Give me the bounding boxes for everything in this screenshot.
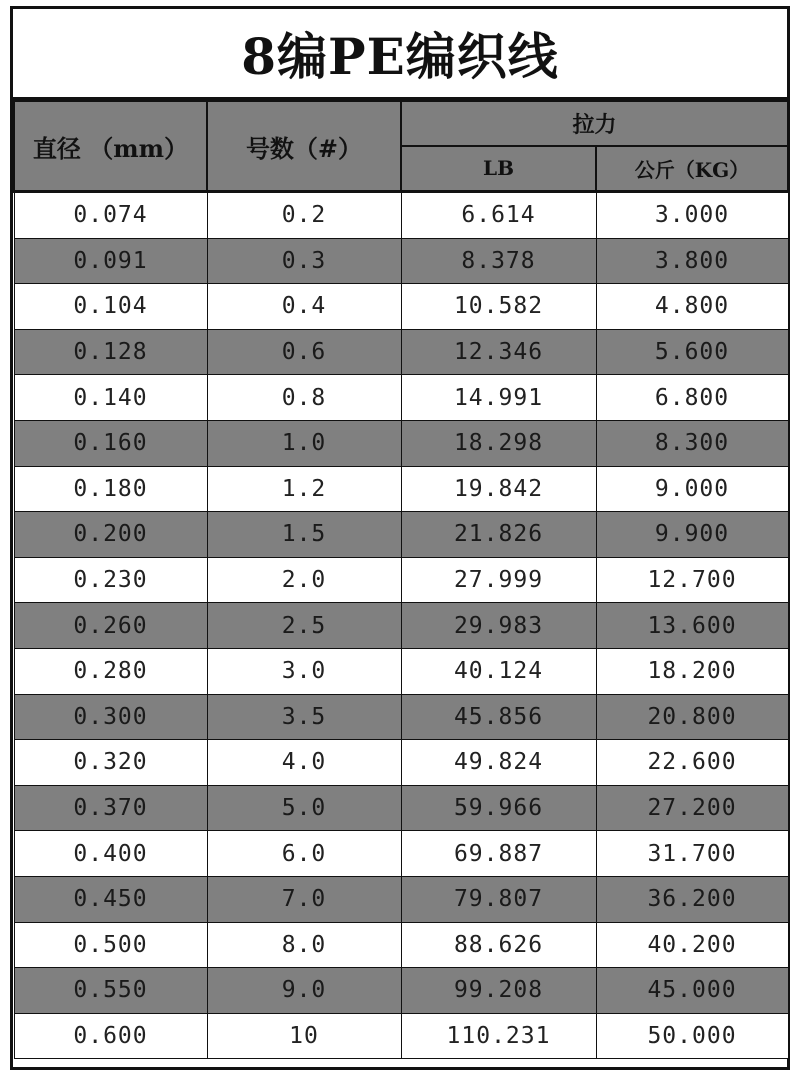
kg-cell: 31.700: [596, 831, 788, 877]
header-gauge: 号数（#）: [207, 101, 401, 192]
gauge-cell: 7.0: [207, 876, 401, 922]
kg-cell: 27.200: [596, 785, 788, 831]
table-row: [14, 831, 788, 877]
kg-cell: 8.300: [596, 420, 788, 466]
kg-cell: 4.800: [596, 284, 788, 330]
table-row: [14, 740, 788, 786]
kg-cell: 22.600: [596, 740, 788, 786]
lb-cell: 45.856: [401, 694, 596, 740]
diameter-cell: 0.550: [14, 968, 207, 1014]
table-row: [14, 922, 788, 968]
diameter-cell: 0.370: [14, 785, 207, 831]
lb-cell: 18.298: [401, 420, 596, 466]
kg-cell: 13.600: [596, 603, 788, 649]
spec-table-sheet: [10, 6, 790, 1070]
gauge-cell: 3.5: [207, 694, 401, 740]
diameter-cell: 0.280: [14, 648, 207, 694]
kg-cell: 40.200: [596, 922, 788, 968]
header-diameter: 直径 （mm）: [14, 101, 207, 192]
table-title: 8编PE编织线: [13, 9, 787, 100]
kg-cell: 50.000: [596, 1013, 788, 1059]
lb-cell: 29.983: [401, 603, 596, 649]
gauge-cell: 0.2: [207, 192, 401, 239]
lb-cell: 10.582: [401, 284, 596, 330]
table-row: [14, 785, 788, 831]
lb-cell: 19.842: [401, 466, 596, 512]
kg-cell: 3.800: [596, 238, 788, 284]
table-row: [14, 420, 788, 466]
table-row: [14, 329, 788, 375]
gauge-cell: 0.6: [207, 329, 401, 375]
table-row: [14, 1013, 788, 1059]
lb-cell: 27.999: [401, 557, 596, 603]
lb-cell: 49.824: [401, 740, 596, 786]
lb-cell: 88.626: [401, 922, 596, 968]
kg-cell: 3.000: [596, 192, 788, 239]
lb-cell: 99.208: [401, 968, 596, 1014]
diameter-cell: 0.160: [14, 420, 207, 466]
diameter-cell: 0.104: [14, 284, 207, 330]
lb-cell: 12.346: [401, 329, 596, 375]
gauge-cell: 1.0: [207, 420, 401, 466]
lb-cell: 79.807: [401, 876, 596, 922]
diameter-cell: 0.600: [14, 1013, 207, 1059]
gauge-cell: 2.0: [207, 557, 401, 603]
table-row: [14, 694, 788, 740]
table-row: [14, 648, 788, 694]
gauge-cell: 4.0: [207, 740, 401, 786]
kg-cell: 9.900: [596, 512, 788, 558]
gauge-cell: 2.5: [207, 603, 401, 649]
table-header: [14, 101, 788, 192]
header-kg: 公斤（KG）: [596, 146, 788, 192]
diameter-cell: 0.230: [14, 557, 207, 603]
lb-cell: 110.231: [401, 1013, 596, 1059]
kg-cell: 12.700: [596, 557, 788, 603]
table-row: [14, 603, 788, 649]
spec-table: [13, 100, 789, 1059]
lb-cell: 6.614: [401, 192, 596, 239]
gauge-cell: 0.8: [207, 375, 401, 421]
gauge-cell: 1.5: [207, 512, 401, 558]
lb-cell: 8.378: [401, 238, 596, 284]
gauge-cell: 0.3: [207, 238, 401, 284]
table-row: [14, 284, 788, 330]
table-row: [14, 968, 788, 1014]
gauge-cell: 10: [207, 1013, 401, 1059]
table-row: [14, 557, 788, 603]
diameter-cell: 0.091: [14, 238, 207, 284]
header-tension: 拉力: [401, 101, 788, 146]
kg-cell: 18.200: [596, 648, 788, 694]
lb-cell: 40.124: [401, 648, 596, 694]
kg-cell: 5.600: [596, 329, 788, 375]
diameter-cell: 0.180: [14, 466, 207, 512]
gauge-cell: 3.0: [207, 648, 401, 694]
header-lb: LB: [401, 146, 596, 192]
kg-cell: 20.800: [596, 694, 788, 740]
diameter-cell: 0.128: [14, 329, 207, 375]
table-row: [14, 192, 788, 239]
diameter-cell: 0.300: [14, 694, 207, 740]
gauge-cell: 9.0: [207, 968, 401, 1014]
table-row: [14, 876, 788, 922]
table-row: [14, 512, 788, 558]
table-row: [14, 375, 788, 421]
kg-cell: 6.800: [596, 375, 788, 421]
diameter-cell: 0.200: [14, 512, 207, 558]
diameter-cell: 0.260: [14, 603, 207, 649]
lb-cell: 14.991: [401, 375, 596, 421]
gauge-cell: 8.0: [207, 922, 401, 968]
lb-cell: 69.887: [401, 831, 596, 877]
gauge-cell: 5.0: [207, 785, 401, 831]
diameter-cell: 0.500: [14, 922, 207, 968]
diameter-cell: 0.450: [14, 876, 207, 922]
diameter-cell: 0.320: [14, 740, 207, 786]
diameter-cell: 0.074: [14, 192, 207, 239]
diameter-cell: 0.140: [14, 375, 207, 421]
table-row: [14, 466, 788, 512]
gauge-cell: 1.2: [207, 466, 401, 512]
kg-cell: 45.000: [596, 968, 788, 1014]
table-body: [14, 192, 788, 1059]
kg-cell: 9.000: [596, 466, 788, 512]
lb-cell: 21.826: [401, 512, 596, 558]
table-row: [14, 238, 788, 284]
lb-cell: 59.966: [401, 785, 596, 831]
kg-cell: 36.200: [596, 876, 788, 922]
gauge-cell: 6.0: [207, 831, 401, 877]
gauge-cell: 0.4: [207, 284, 401, 330]
diameter-cell: 0.400: [14, 831, 207, 877]
